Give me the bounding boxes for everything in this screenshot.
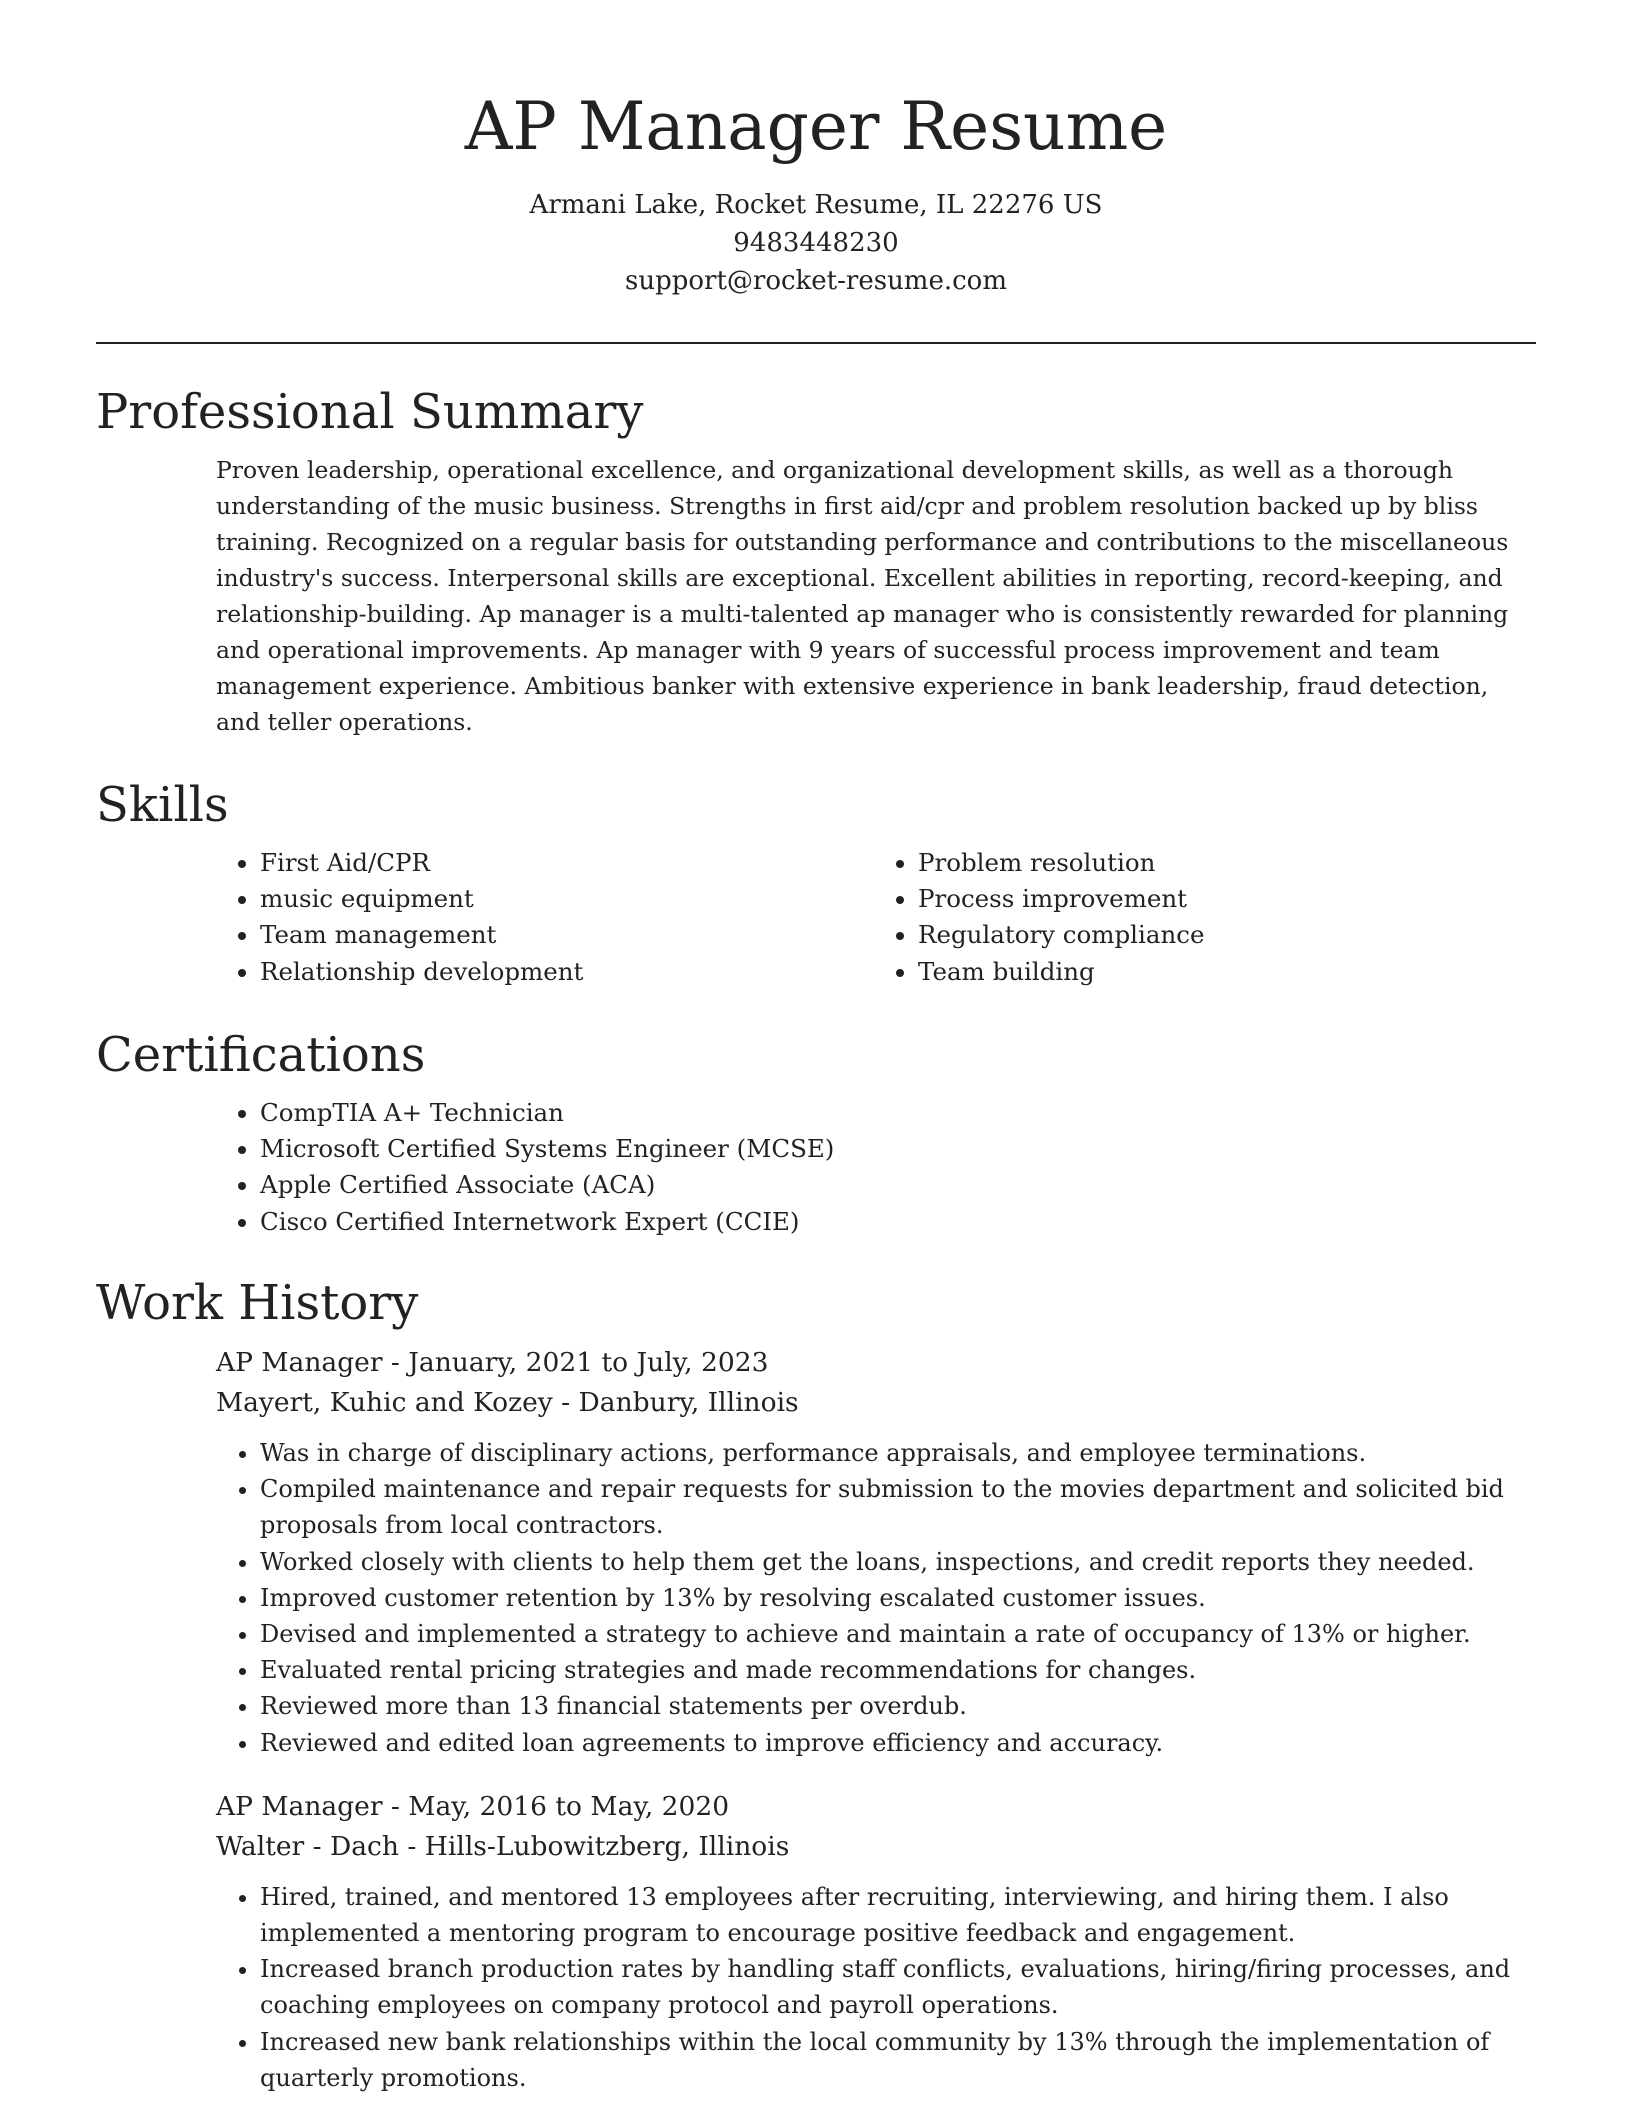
contact-email: support@rocket-resume.com [624, 266, 1007, 296]
skill-item: • Relationship development [260, 954, 878, 990]
job-bullet: • Reviewed more than 13 financial statements per overdub. [260, 1688, 1536, 1724]
skills-section [96, 775, 1536, 990]
job-bullet: • Was in charge of disciplinary actions, performance appraisals, and employee terminations. [260, 1435, 1536, 1471]
header-divider [96, 342, 1536, 344]
summary-heading: Professional Summary [96, 384, 644, 440]
skill-item: • First Aid/CPR [260, 845, 878, 881]
job-bullet: • Improved customer retention by 13% by resolving escalated customer issues. [260, 1580, 1536, 1616]
skills-columns [96, 845, 1536, 990]
job-title-dates: AP Manager - January, 2021 to July, 2023 [216, 1347, 769, 1378]
certifications-list [96, 1095, 1536, 1240]
skills-list-right [878, 845, 1536, 990]
job-company-location: Walter - Dach - Hills-Lubowitzberg, Illinois [216, 1830, 790, 1862]
job-bullet: • Evaluated rental pricing strategies and made recommendations for changes. [260, 1652, 1536, 1688]
job-entry [216, 1343, 1536, 1761]
contact-phone: 9483448230 [733, 228, 899, 258]
summary-section [96, 382, 1536, 740]
certification-item: • Cisco Certified Internetwork Expert (CCIE) [260, 1204, 1536, 1240]
summary-text: Proven leadership, operational excellence, and organizational development skills, as well as a thorough understanding of the music business. Strengths in first aid/cpr and problem resolution backed up by bliss training. Recognized on a regular basis for outstanding performance and contributions to the miscellaneous industry's success. Interpersonal skills are exceptional. Excellent abilities in reporting, record-keeping, and relationship-building. Ap manager is a multi-talented ap manager who is consistently rewarded for planning and operational improvements. Ap manager with 9 years of successful process improvement and team management experience. Ambitious banker with extensive experience in bank leadership, fraud detection, and teller operations. [216, 456, 1509, 736]
resume-title: AP Manager Resume [464, 88, 1168, 165]
skill-item: • Team building [918, 954, 1536, 990]
skill-item: • Problem resolution [918, 845, 1536, 881]
certifications-heading: Certifications [96, 1027, 426, 1083]
job-bullet: • Increased branch production rates by handling staff conflicts, evaluations, hiring/firing processes, and coaching employees on company protocol and payroll operations. [260, 1951, 1536, 2023]
job-company-location: Mayert, Kuhic and Kozey - Danbury, Illinois [216, 1387, 799, 1418]
job-entry [216, 1787, 1536, 2096]
job-title-dates: AP Manager - May, 2016 to May, 2020 [216, 1790, 730, 1822]
certification-item: • Microsoft Certified Systems Engineer (MCSE) [260, 1131, 1536, 1167]
skill-item: • music equipment [260, 881, 878, 917]
certifications-section [96, 1025, 1536, 1240]
job-bullet: • Hired, trained, and mentored 13 employees after recruiting, interviewing, and hiring them. I also implemented a mentoring program to encourage positive feedback and engagement. [260, 1879, 1536, 1951]
job-bullet: • Reviewed and edited loan agreements to improve efficiency and accuracy. [260, 1725, 1536, 1761]
job-bullet: • Devised and implemented a strategy to achieve and maintain a rate of occupancy of 13% or higher. [260, 1616, 1536, 1652]
skill-item: • Regulatory compliance [918, 917, 1536, 953]
job-bullet-list [216, 1879, 1536, 2096]
job-bullet: • Increased new bank relationships within the local community by 13% through the implementation of quarterly promotions. [260, 2024, 1536, 2096]
skills-list-left [96, 845, 878, 990]
resume-header [0, 82, 1632, 300]
skill-item: • Team management [260, 917, 878, 953]
work-history-section [96, 1273, 1536, 2096]
certification-item: • CompTIA A+ Technician [260, 1095, 1536, 1131]
job-bullet-list [216, 1435, 1536, 1761]
job-bullet: • Worked closely with clients to help them get the loans, inspections, and credit reports they needed. [260, 1544, 1536, 1580]
contact-address: Armani Lake, Rocket Resume, IL 22276 US [529, 190, 1103, 220]
job-bullet: • Compiled maintenance and repair requests for submission to the movies department and solicited bid proposals from local contractors. [260, 1471, 1536, 1543]
work-history-heading: Work History [96, 1275, 419, 1331]
certification-item: • Apple Certified Associate (ACA) [260, 1167, 1536, 1203]
skills-heading: Skills [96, 777, 229, 833]
skill-item: • Process improvement [918, 881, 1536, 917]
